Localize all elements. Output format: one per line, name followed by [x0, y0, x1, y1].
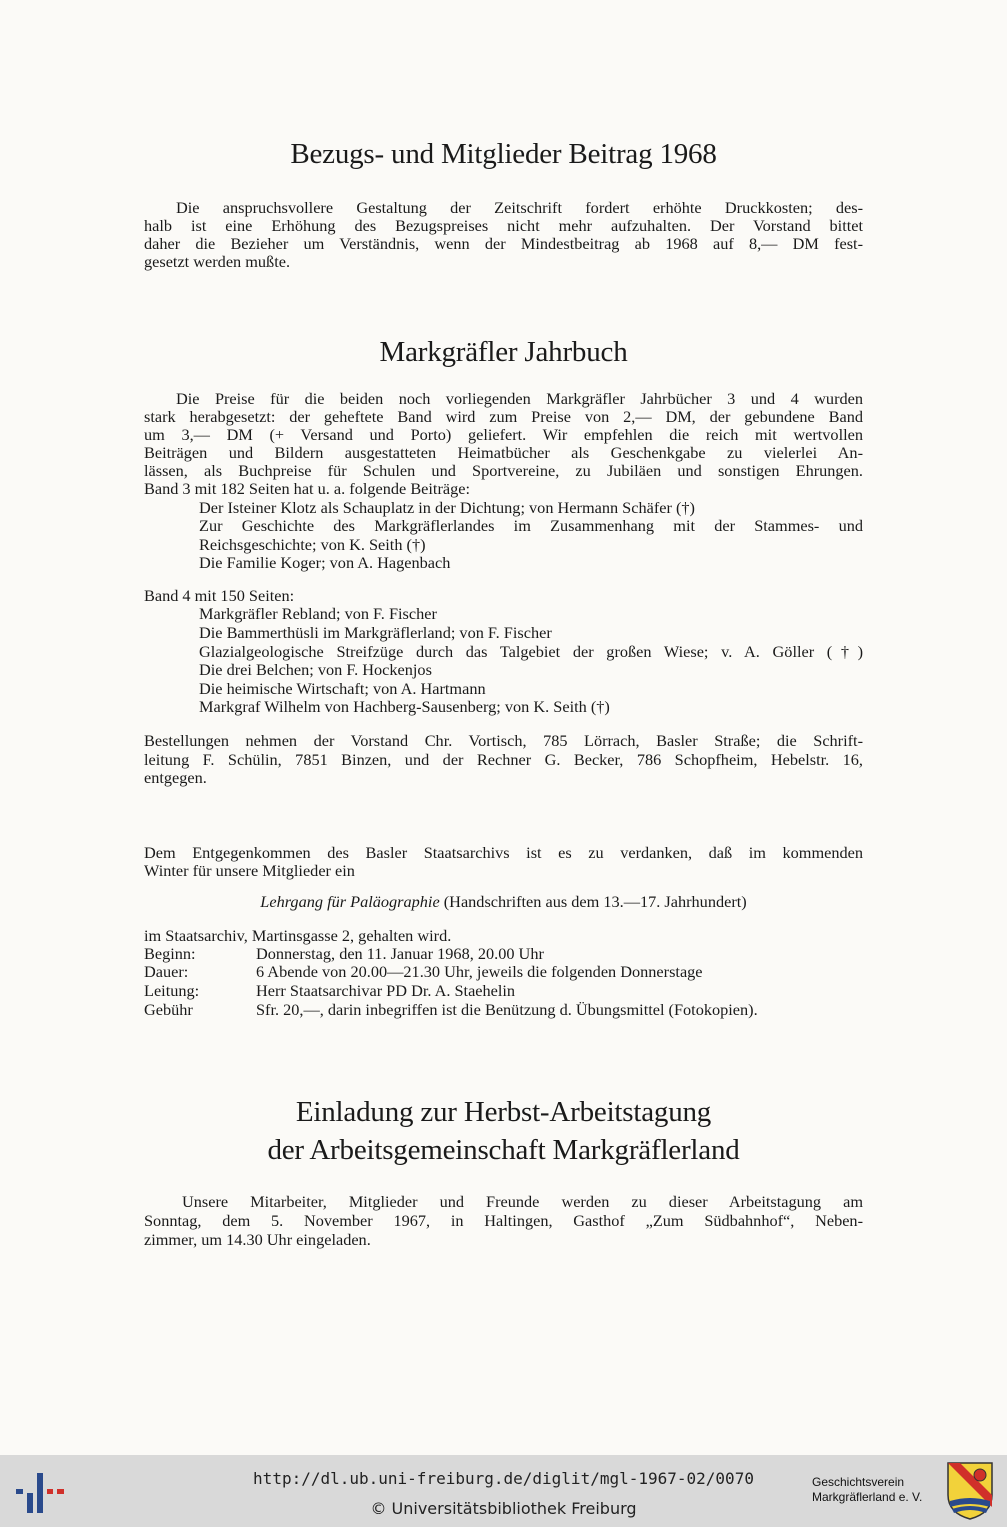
society-name-line1: Geschichtsverein [812, 1475, 905, 1489]
section-title-beitrag: Bezugs- und Mitglieder Beitrag 1968 [290, 138, 717, 170]
schedule-label: Leitung: [144, 981, 200, 1000]
band3-item: Zur Geschichte des Markgräflerlandes im Zusammenhang mit der Stammes- und [199, 516, 863, 535]
beitrag-line-1: Die anspruchsvollere Gestaltung der Zeitschrift fordert erhöhte Druckkosten; des- [176, 198, 863, 217]
einladung-line-1: Unsere Mitarbeiter, Mitglieder und Freunde werden zu dieser Arbeitstagung am [182, 1192, 863, 1211]
course-location: im Staatsarchiv, Martinsgasse 2, gehalten wird. [144, 926, 452, 945]
footer-url-link[interactable]: http://dl.ub.uni-freiburg.de/diglit/mgl-1967-02/0070 [253, 1469, 754, 1488]
order-line-3: entgegen. [144, 768, 207, 787]
band4-item: Markgraf Wilhelm von Hachberg-Sausenberg; von K. Seith (†) [199, 697, 610, 716]
section-title-jahrbuch: Markgräfler Jahrbuch [379, 336, 628, 368]
order-line-1: Bestellungen nehmen der Vorstand Chr. Vortisch, 785 Lörrach, Basler Straße; die Schrift- [144, 731, 863, 750]
order-line-2: leitung F. Schülin, 7851 Binzen, und der Rechner G. Becker, 786 Schopfheim, Hebelstr. 16, [144, 750, 863, 769]
jahrbuch-line-6: Band 3 mit 182 Seiten hat u. a. folgende Beiträge: [144, 479, 470, 498]
band4-item: Die Bammerthüsli im Markgräflerland; von F. Fischer [199, 623, 552, 642]
einladung-line-3: zimmer, um 14.30 Uhr eingeladen. [144, 1230, 371, 1249]
band4-item: Die heimische Wirtschaft; von A. Hartmann [199, 679, 486, 698]
course-line [0, 893, 1007, 911]
kurs-intro-line-1: Dem Entgegenkommen des Basler Staatsarchivs ist es zu verdanken, daß im kommenden [144, 843, 863, 862]
course-subtitle: (Handschriften aus dem 13.—17. Jahrhundert) [443, 892, 747, 911]
course-title: Lehrgang für Paläographie [260, 892, 440, 911]
footer-copyright: © Universitätsbibliothek Freiburg [370, 1499, 637, 1518]
beitrag-line-3: daher die Bezieher um Verständnis, wenn der Mindestbeitrag ab 1968 auf 8,— DM fest- [144, 234, 863, 253]
band3-item: Reichsgeschichte; von K. Seith (†) [199, 535, 426, 554]
band4-item: Glazialgeologische Streifzüge durch das Talgebiet der großen Wiese; v. A. Göller (†) [199, 642, 863, 661]
beitrag-line-2: halb ist eine Erhöhung des Bezugspreises nicht mehr aufzuhalten. Der Vorstand bittet [144, 216, 863, 235]
section-title-einladung-1: Einladung zur Herbst-Arbeitstagung [295, 1096, 712, 1128]
schedule-label: Dauer: [144, 962, 189, 981]
band3-item: Der Isteiner Klotz als Schauplatz in der Dichtung; von Hermann Schäfer (†) [199, 498, 695, 517]
schedule-label: Beginn: [144, 944, 196, 963]
band3-item: Die Familie Koger; von A. Hagenbach [199, 553, 451, 572]
schedule-value: 6 Abende von 20.00—21.30 Uhr, jeweils die folgenden Donnerstage [256, 962, 703, 981]
einladung-line-2: Sonntag, dem 5. November 1967, in Haltingen, Gasthof „Zum Südbahnhof“, Neben- [144, 1211, 863, 1230]
jahrbuch-line-3: um 3,— DM (+ Versand und Porto) geliefert. Wir empfehlen die reich mit wertvollen [144, 425, 863, 444]
schedule-value: Donnerstag, den 11. Januar 1968, 20.00 Uhr [256, 944, 544, 963]
jahrbuch-line-1: Die Preise für die beiden noch vorliegenden Markgräfler Jahrbücher 3 und 4 wurden [176, 389, 863, 408]
jahrbuch-line-5: lässen, als Buchpreise für Schulen und Sportvereine, zu Jubiläen und sonstigen Ehrungen. [144, 461, 863, 480]
footer-bar [0, 1455, 1007, 1527]
schedule-label: Gebühr [144, 1000, 193, 1019]
schedule-value: Herr Staatsarchivar PD Dr. A. Staehelin [256, 981, 516, 1000]
society-name [812, 1475, 922, 1505]
band4-item: Markgräfler Rebland; von F. Fischer [199, 604, 437, 623]
jahrbuch-line-2: stark herabgesetzt: der geheftete Band wird zum Preise von 2,— DM, der gebundene Band [144, 407, 863, 426]
society-name-line2: Markgräflerland e. V. [812, 1490, 923, 1504]
beitrag-line-4: gesetzt werden mußte. [144, 252, 291, 271]
coat-of-arms-icon [946, 1461, 994, 1521]
kurs-intro-line-2: Winter für unsere Mitglieder ein [144, 861, 355, 880]
band4-item: Die drei Belchen; von F. Hockenjos [199, 660, 432, 679]
schedule-value: Sfr. 20,—, darin inbegriffen ist die Benützung d. Übungsmittel (Fotokopien). [256, 1000, 758, 1019]
jahrbuch-line-4: Beiträgen und Bildern ausgestatteten Heimatbücher als Geschenkgabe zu vielerlei An- [144, 443, 863, 462]
band4-heading: Band 4 mit 150 Seiten: [144, 586, 295, 605]
section-title-einladung-2: der Arbeitsgemeinschaft Markgräflerland [267, 1134, 740, 1166]
